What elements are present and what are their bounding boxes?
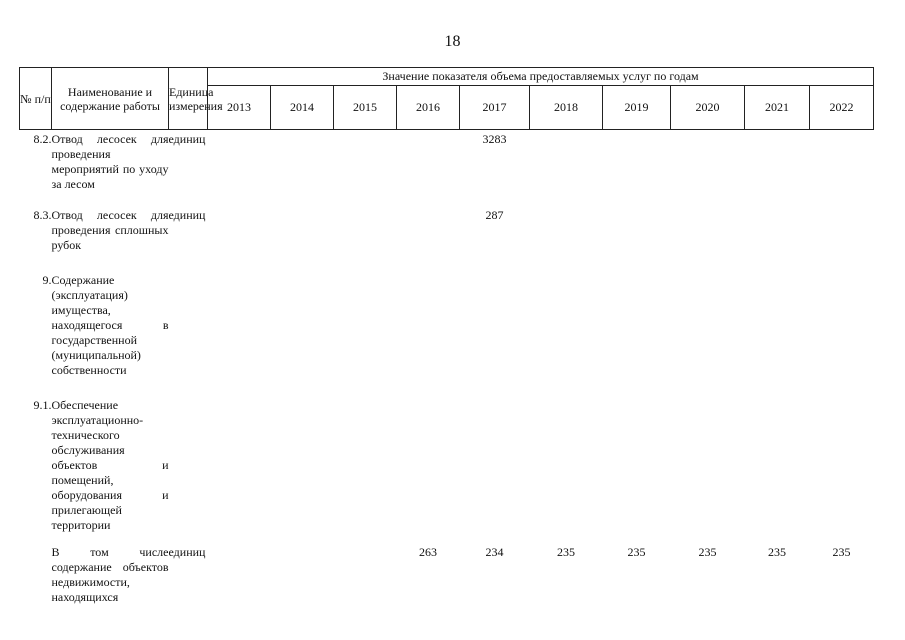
value-2013 [208, 273, 271, 398]
page-number: 18 [444, 33, 461, 50]
value-2022 [810, 273, 874, 398]
value-2016 [397, 130, 460, 209]
value-2021 [745, 273, 810, 398]
value-2015 [334, 398, 397, 545]
value-2016: 263 [419, 545, 437, 559]
value-2021: 235 [768, 545, 786, 559]
value-2022 [810, 208, 874, 273]
value-2013 [208, 130, 271, 209]
value-2017: 234 [485, 545, 504, 559]
value-2019 [603, 130, 671, 209]
row-work-name: В том числе содержание объектов недвижимости, находящихся [51, 545, 169, 604]
header-year-2021: 2021 [745, 86, 810, 130]
value-2019 [603, 208, 671, 273]
value-2016 [397, 208, 460, 273]
header-year-2022: 2022 [810, 86, 874, 130]
value-2020 [671, 273, 745, 398]
value-2021 [745, 398, 810, 545]
value-2014 [271, 208, 334, 273]
row-unit [169, 398, 208, 545]
header-year-2019: 2019 [603, 86, 671, 130]
table-row [20, 398, 874, 545]
table-row [20, 208, 874, 273]
value-2018 [530, 208, 603, 273]
header-work-name: Наименование и содержание работы [52, 68, 169, 130]
header-year-2014: 2014 [271, 86, 334, 130]
header-year-2018: 2018 [530, 86, 603, 130]
value-2018 [530, 273, 603, 398]
value-2020: 235 [698, 545, 717, 559]
header-year-2015: 2015 [334, 86, 397, 130]
row-unit [169, 273, 208, 398]
value-2020 [671, 398, 745, 545]
header-number: № п/п [20, 68, 52, 130]
services-volume-table [19, 67, 874, 605]
header-year-2020: 2020 [671, 86, 745, 130]
value-2021 [745, 130, 810, 209]
value-2022: 235 [832, 545, 851, 559]
value-2017: 3283 [482, 132, 507, 146]
value-2014 [271, 130, 334, 209]
value-2021 [745, 208, 810, 273]
value-2019 [603, 273, 671, 398]
row-work-name: Отвод лесосек для проведения мероприятий по уходу за лесом [51, 132, 169, 191]
value-2019 [603, 398, 671, 545]
value-2018: 235 [557, 545, 575, 559]
value-2019: 235 [627, 545, 646, 559]
row-number: 9.1. [33, 398, 52, 412]
value-2014 [271, 273, 334, 398]
row-work-name: Отвод лесосек для проведения сплошных рубок [51, 208, 169, 252]
value-2013 [208, 398, 271, 545]
value-2020 [671, 130, 745, 209]
row-number [20, 545, 52, 605]
row-number: 9. [42, 273, 52, 287]
row-unit: единиц [168, 208, 206, 222]
value-2015 [334, 545, 397, 605]
value-2015 [334, 130, 397, 209]
value-2018 [530, 398, 603, 545]
value-2022 [810, 130, 874, 209]
header-values-by-year: Значение показателя объема предоставляемых услуг по годам [208, 68, 874, 86]
header-year-2016: 2016 [397, 86, 460, 130]
header-year-2017: 2017 [460, 86, 530, 130]
row-unit: единиц [168, 545, 206, 559]
header-unit: Единица измерения [169, 68, 208, 130]
value-2015 [334, 208, 397, 273]
table-header [20, 68, 874, 130]
value-2017 [460, 398, 530, 545]
value-2018 [530, 130, 603, 209]
value-2022 [810, 398, 874, 545]
row-number: 8.3. [33, 208, 52, 222]
table-row [20, 545, 874, 605]
row-work-name: Обеспечение эксплуатационно-технического обслуживания объектов и помещений, оборудования и прилегающей территории [51, 398, 169, 532]
value-2020 [671, 208, 745, 273]
value-2014 [271, 398, 334, 545]
value-2013 [208, 208, 271, 273]
value-2017: 287 [485, 208, 504, 222]
value-2013 [208, 545, 271, 605]
value-2015 [334, 273, 397, 398]
row-unit: единиц [168, 132, 206, 146]
table-row [20, 130, 874, 209]
row-work-name: Содержание (эксплуатация) имущества, находящегося в государственной (муниципальной) собственности [51, 273, 169, 377]
value-2016 [397, 273, 460, 398]
row-number: 8.2. [33, 132, 52, 146]
table-row [20, 273, 874, 398]
value-2016 [397, 398, 460, 545]
header-year-2013: 2013 [208, 86, 271, 130]
table-body [20, 130, 874, 606]
value-2014 [271, 545, 334, 605]
value-2017 [460, 273, 530, 398]
